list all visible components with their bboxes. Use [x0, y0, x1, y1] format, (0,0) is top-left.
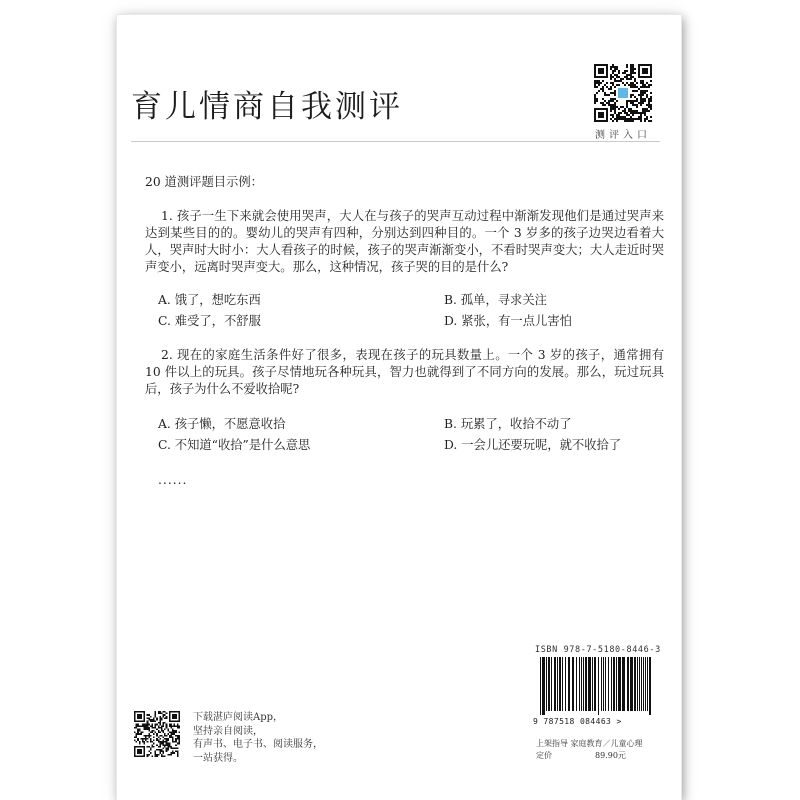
question-1-option-c: C. 难受了，不舒服 — [158, 314, 261, 328]
promo-line: 下载湛庐阅读App， — [193, 712, 284, 723]
question-1-option-d: D. 紧张，有一点儿害怕 — [444, 314, 572, 328]
question-1-option-a: A. 饿了，想吃东西 — [158, 293, 261, 307]
more-questions-ellipsis: ...... — [158, 473, 188, 487]
app-download-qr-code-icon[interactable] — [134, 711, 180, 757]
question-2-text: 2. 现在的家庭生活条件好了很多，表现在孩子的玩具数量上。一个 3 岁的孩子，通常拥有 10 件以上的玩具。孩子尽情地玩各种玩具，智力也就得到了不同方向的发展。那么，玩过玩具后，孩子为什么不爱收拾呢? — [145, 348, 664, 396]
isbn-label: ISBN 978-7-5180-8446-3 — [535, 645, 661, 655]
promo-line: 有声书、电子书、阅读服务， — [193, 739, 323, 751]
promo-line: 坚持亲自阅读， — [193, 725, 263, 737]
app-promo-text — [193, 711, 323, 765]
promo-line: 一站获得。 — [193, 752, 243, 764]
page-title: 育儿情商自我测评 — [131, 89, 403, 125]
title-divider — [131, 141, 660, 142]
isbn-barcode-icon — [538, 657, 656, 715]
question-1-option-b: B. 孤单，寻求关注 — [444, 293, 547, 307]
question-2-option-b: B. 玩累了，收拾不动了 — [444, 417, 572, 431]
question-2-option-a: A. 孩子懒，不愿意收拾 — [158, 417, 286, 431]
price-label: 定价 — [536, 751, 552, 760]
intro-text: 20 道测评题目示例： — [145, 175, 263, 189]
question-2-option-c: C. 不知道“收拾”是什么意思 — [158, 438, 311, 452]
question-2-option-d: D. 一会儿还要玩呢，就不收拾了 — [444, 438, 622, 452]
price-value: 89.90元 — [595, 751, 626, 760]
shelf-guide: 上架指导 家庭教育／儿童心理 — [536, 739, 643, 748]
barcode-digits: 9 787518 084463 > — [533, 717, 622, 726]
assessment-qr-code-icon[interactable] — [594, 64, 652, 122]
question-1-text: 1. 孩子一生下来就会使用哭声，大人在与孩子的哭声互动过程中渐渐发现他们是通过哭声来达到某些目的的。婴幼儿的哭声有四种，分别达到四种目的。一个 3 岁多的孩子边哭边看着大人，哭声时大时小：大人看孩子的时候，孩子的哭声渐渐变小，不看时哭声变大；大人走近时哭声变小，远离时哭声变大。那么，这种情况，孩子哭的目的是什么? — [145, 209, 664, 274]
price-row — [536, 750, 636, 761]
qr-caption: 测评入口 — [595, 130, 651, 141]
